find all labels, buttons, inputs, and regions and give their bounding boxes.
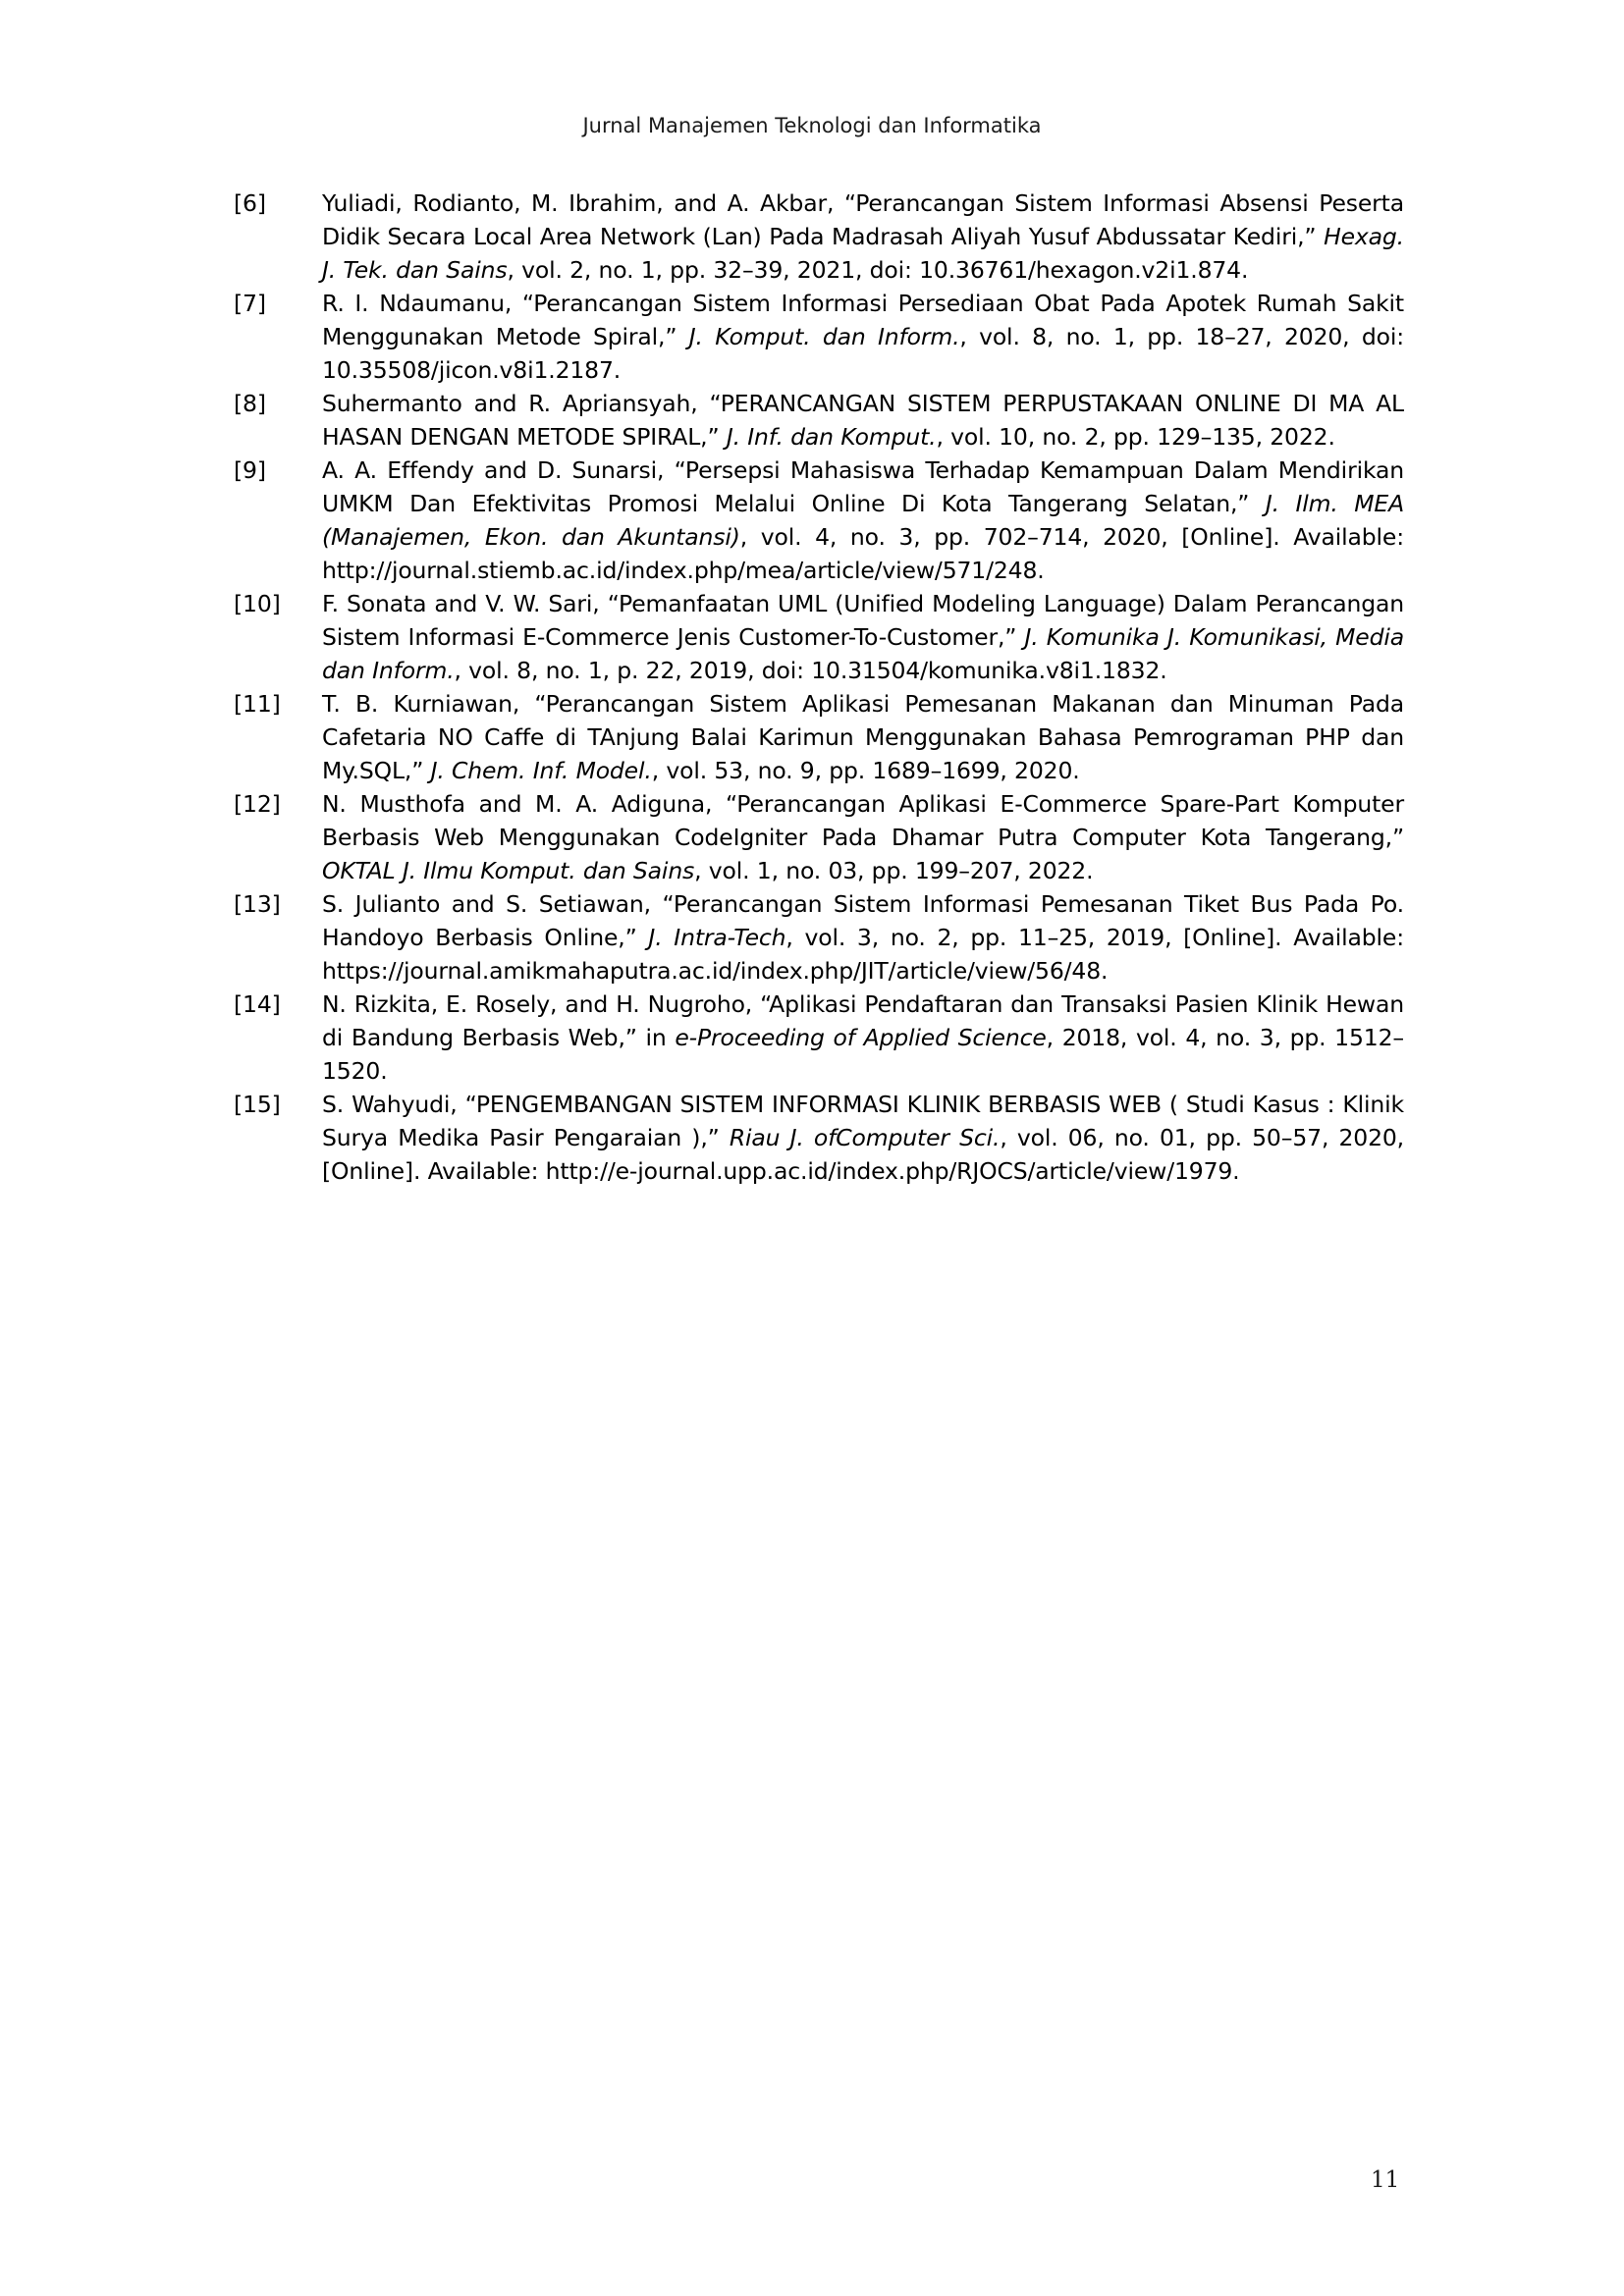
- reference-body: T. B. Kurniawan, “Perancangan Sistem Aplikasi Pemesanan Makanan dan Minuman Pada Cafetaria NO Caffe di TAnjung Balai Karimun Menggunakan Bahasa Pemrograman PHP dan My.SQL,”: [322, 690, 1404, 784]
- reference-number: [11]: [234, 690, 281, 718]
- reference-venue: J. Ilm. MEA (Manajemen, Ekon. dan Akuntansi): [322, 490, 1404, 551]
- reference-number: [14]: [234, 990, 281, 1018]
- reference-text: [322, 787, 1404, 887]
- page-number: 11: [1371, 2167, 1400, 2193]
- reference-details: , vol. 2, no. 1, pp. 32–39, 2021, doi: 10.36761/hexagon.v2i1.874.: [507, 256, 1249, 284]
- reference-number: [12]: [234, 790, 281, 818]
- reference-venue: OKTAL J. Ilmu Komput. dan Sains: [322, 857, 695, 884]
- reference-details: , vol. 53, no. 9, pp. 1689–1699, 2020.: [651, 757, 1080, 784]
- reference-venue: Riau J. ofComputer Sci.: [729, 1124, 1001, 1151]
- reference-number: [9]: [234, 456, 266, 484]
- reference-body: A. A. Effendy and D. Sunarsi, “Persepsi Mahasiswa Terhadap Kemampuan Dalam Mendirikan UMKM Dan Efektivitas Promosi Melalui Online Di Kota Tangerang Selatan,”: [322, 456, 1404, 517]
- reference-text: [322, 287, 1404, 387]
- reference-number: [15]: [234, 1091, 281, 1118]
- reference-details: , vol. 06, no. 01, pp. 50–57, 2020, [Online]. Available: http://e-journal.upp.ac.id/index.php/RJOCS/article/view/1979.: [322, 1124, 1404, 1185]
- reference-venue: J. Inf. dan Komput.: [726, 423, 937, 451]
- reference-venue: Hexag. J. Tek. dan Sains: [322, 223, 1404, 284]
- reference-venue: J. Komput. dan Inform.: [688, 323, 960, 350]
- reference-details: , vol. 4, no. 3, pp. 702–714, 2020, [Online]. Available: http://journal.stiemb.ac.id/index.php/mea/article/view/571/248.: [322, 523, 1404, 584]
- reference-text: [322, 587, 1404, 687]
- reference-body: N. Rizkita, E. Rosely, and H. Nugroho, “Aplikasi Pendaftaran dan Transaksi Pasien Klinik Hewan di Bandung Berbasis Web,” in: [322, 990, 1404, 1051]
- reference-venue: J. Intra-Tech: [648, 924, 786, 951]
- reference-number: [7]: [234, 290, 266, 317]
- reference-details: , vol. 1, no. 03, pp. 199–207, 2022.: [694, 857, 1094, 884]
- reference-list: [234, 187, 1404, 1188]
- reference-details: , vol. 3, no. 2, pp. 11–25, 2019, [Online]. Available: https://journal.amikmahaputra.ac.id/index.php/JIT/article/view/56/48.: [322, 924, 1404, 985]
- reference-venue: J. Komunika J. Komunikasi, Media dan Inform.: [322, 623, 1405, 684]
- reference-body: Yuliadi, Rodianto, M. Ibrahim, and A. Akbar, “Perancangan Sistem Informasi Absensi Peserta Didik Secara Local Area Network (Lan) Pada Madrasah Aliyah Yusuf Abdussatar Kediri,”: [322, 189, 1404, 250]
- reference-details: , vol. 8, no. 1, pp. 18–27, 2020, doi: 10.35508/jicon.v8i1.2187.: [322, 323, 1404, 384]
- reference-item-7: [234, 287, 1404, 387]
- reference-number: [8]: [234, 390, 266, 417]
- reference-body: Suhermanto and R. Apriansyah, “PERANCANGAN SISTEM PERPUSTAKAAN ONLINE DI MA AL HASAN DENGAN METODE SPIRAL,”: [322, 390, 1404, 451]
- reference-number: [13]: [234, 890, 281, 918]
- running-header-journal-name: Jurnal Manajemen Teknologi dan Informatika: [582, 114, 1042, 137]
- reference-venue: e-Proceeding of Applied Science: [675, 1024, 1047, 1051]
- reference-number: [6]: [234, 189, 266, 217]
- reference-item-8: [234, 387, 1404, 454]
- reference-number: [10]: [234, 590, 281, 617]
- reference-body: N. Musthofa and M. A. Adiguna, “Perancangan Aplikasi E-Commerce Spare-Part Komputer Berbasis Web Menggunakan CodeIgniter Pada Dhamar Putra Computer Kota Tangerang,”: [322, 790, 1404, 851]
- reference-item-9: [234, 454, 1404, 587]
- reference-item-15: [234, 1088, 1404, 1188]
- reference-text: [322, 1088, 1404, 1188]
- reference-text: [322, 187, 1404, 287]
- reference-body: S. Wahyudi, “PENGEMBANGAN SISTEM INFORMASI KLINIK BERBASIS WEB ( Studi Kasus : Klinik Surya Medika Pasir Pengaraian ),”: [322, 1091, 1404, 1151]
- reference-text: [322, 687, 1404, 787]
- reference-venue: J. Chem. Inf. Model.: [430, 757, 652, 784]
- reference-item-13: [234, 887, 1404, 988]
- reference-item-12: [234, 787, 1404, 887]
- reference-details: , 2018, vol. 4, no. 3, pp. 1512–1520.: [322, 1024, 1404, 1085]
- reference-item-6: [234, 187, 1404, 287]
- reference-item-10: [234, 587, 1404, 687]
- reference-item-14: [234, 988, 1404, 1088]
- reference-body: S. Julianto and S. Setiawan, “Perancangan Sistem Informasi Pemesanan Tiket Bus Pada Po. Handoyo Berbasis Online,”: [322, 890, 1404, 951]
- reference-text: [322, 887, 1404, 988]
- reference-text: [322, 387, 1404, 454]
- reference-text: [322, 988, 1404, 1088]
- reference-body: F. Sonata and V. W. Sari, “Pemanfaatan UML (Unified Modeling Language) Dalam Perancangan Sistem Informasi E-Commerce Jenis Customer-To-Customer,”: [322, 590, 1404, 651]
- reference-details: , vol. 8, no. 1, p. 22, 2019, doi: 10.31504/komunika.v8i1.1832.: [454, 657, 1167, 684]
- reference-body: R. I. Ndaumanu, “Perancangan Sistem Informasi Persediaan Obat Pada Apotek Rumah Sakit Menggunakan Metode Spiral,”: [322, 290, 1404, 350]
- reference-text: [322, 454, 1404, 587]
- reference-item-11: [234, 687, 1404, 787]
- reference-details: , vol. 10, no. 2, pp. 129–135, 2022.: [936, 423, 1335, 451]
